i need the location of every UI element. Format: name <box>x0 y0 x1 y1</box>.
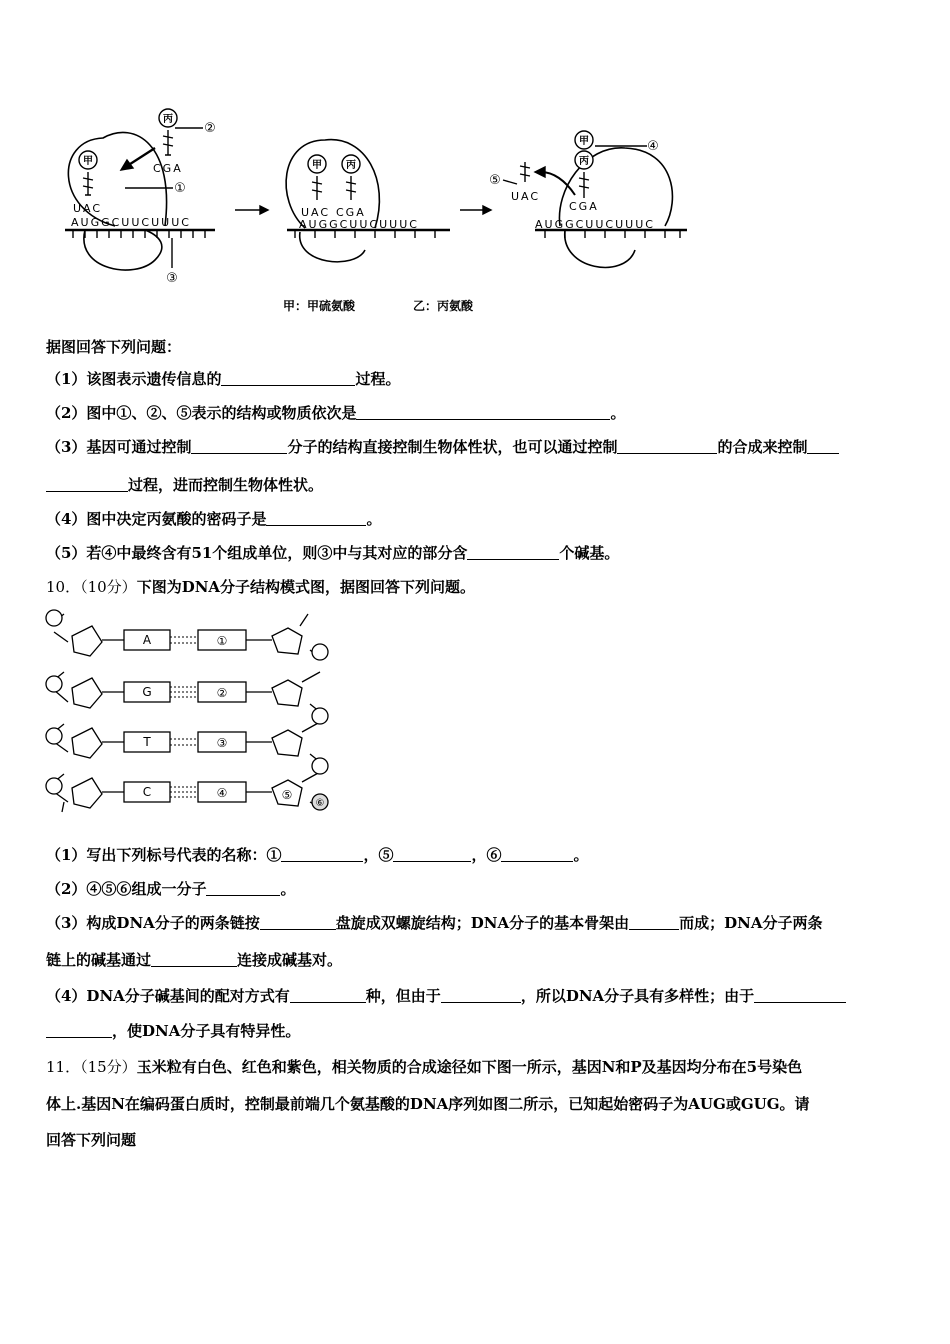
q9-part5: （5）若④中最终含有51个组成单位，则③中与其对应的部分含 个碱基。 <box>46 544 620 562</box>
label-jia: 甲 <box>83 156 93 167</box>
mrna-sequence: AUGGCUUCUUUC <box>71 216 191 229</box>
answer-blank[interactable] <box>754 986 846 1003</box>
label-bing: 丙 <box>346 160 356 171</box>
anticodon-text: UAC <box>511 190 541 203</box>
answer-blank[interactable] <box>393 845 471 862</box>
q9-intro: 据图回答下列问题： <box>46 338 182 356</box>
answer-blank[interactable] <box>467 543 559 560</box>
answer-blank[interactable] <box>46 1021 112 1038</box>
label-bing: 丙 <box>163 114 173 125</box>
answer-blank[interactable] <box>356 403 610 420</box>
answer-blank[interactable] <box>629 913 679 930</box>
anticodon-text: UAC <box>73 202 103 215</box>
q9-part1: （1）该图表示遗传信息的 过程。 <box>46 370 401 388</box>
label-bing: 丙 <box>579 156 589 167</box>
anticodon-text: CGA <box>569 200 599 213</box>
base-c: C <box>142 785 152 799</box>
label-jia: 甲 <box>312 160 322 171</box>
answer-blank[interactable] <box>46 475 128 492</box>
base-a: A <box>142 633 152 647</box>
answer-blank[interactable] <box>807 437 839 454</box>
answer-blank[interactable] <box>617 437 717 454</box>
answer-blank[interactable] <box>441 986 521 1003</box>
q10-part4-cont: ，使DNA分子具有特异性。 <box>46 1021 300 1041</box>
mrna-sequence: AUGGCUUCUUUC <box>299 218 419 231</box>
answer-blank[interactable] <box>221 369 355 386</box>
answer-blank[interactable] <box>151 950 237 967</box>
base-1: ① <box>216 634 228 648</box>
answer-blank[interactable] <box>290 986 366 1003</box>
answer-blank[interactable] <box>206 879 280 896</box>
q9-part4: （4）图中决定丙氨酸的密码子是 。 <box>46 510 382 528</box>
translation-diagram <box>55 100 695 320</box>
answer-blank[interactable] <box>260 913 336 930</box>
q10-part3: （3）构成DNA分子的两条链按 盘旋成双螺旋结构；DNA分子的基本骨架由 而成；DNA分子两条 <box>46 914 823 932</box>
dna-structure-diagram <box>40 606 340 818</box>
answer-blank[interactable] <box>501 845 573 862</box>
label-c5: ⑤ <box>489 173 501 188</box>
base-g: G <box>142 685 152 699</box>
q9-part3: （3）基因可通过控制 分子的结构直接控制生物体性状，也可以通过控制 的合成来控制 <box>46 437 839 457</box>
label-c3: ③ <box>166 271 178 286</box>
q9-part2: （2）图中①、②、⑤表示的结构或物质依次是 。 <box>46 404 626 422</box>
label-jia: 甲 <box>579 136 589 147</box>
q11-line2: 体上.基因N在编码蛋白质时，控制最前端几个氨基酸的DNA序列如图二所示，已知起始密码子为AUG或GUG。请 <box>46 1095 810 1113</box>
anticodon-text: CGA <box>153 162 183 175</box>
answer-blank[interactable] <box>266 509 366 526</box>
base-2: ② <box>216 686 228 700</box>
base-3: ③ <box>216 736 228 750</box>
q9-part3-cont: 过程，进而控制生物体性状。 <box>46 475 323 495</box>
label-c5: ⑤ <box>281 788 293 802</box>
q11-line3: 回答下列问题 <box>46 1131 137 1149</box>
q11-line1: 11．（15分）玉米粒有白色、红色和紫色，相关物质的合成途径如下图一所示，基因N和P及基因均分布在5号染色 <box>46 1058 803 1076</box>
q10-part1: （1）写出下列标号代表的名称：① ，⑤ ，⑥ 。 <box>46 846 589 864</box>
label-c1: ① <box>174 181 186 196</box>
q10-part2: （2）④⑤⑥组成一分子 。 <box>46 880 296 898</box>
label-c2: ② <box>204 121 216 136</box>
answer-blank[interactable] <box>281 845 363 862</box>
mrna-sequence: AUGGCUUCUUUC <box>535 218 655 231</box>
legend-yi: 乙：丙氨酸 <box>413 299 474 313</box>
anticodon-text: CGA <box>336 206 366 219</box>
anticodon-text: UAC <box>301 206 331 219</box>
base-4: ④ <box>216 786 228 800</box>
base-t: T <box>143 735 151 749</box>
q10-title: 10．（10分）下图为DNA分子结构模式图，据图回答下列问题。 <box>46 578 476 596</box>
legend-jia: 甲：甲硫氨酸 <box>283 299 356 313</box>
label-c4: ④ <box>647 139 659 154</box>
label-c6: ⑥ <box>315 798 325 809</box>
answer-blank[interactable] <box>191 437 287 454</box>
q10-part3-cont: 链上的碱基通过 连接成碱基对。 <box>46 951 343 969</box>
q10-part4: （4）DNA分子碱基间的配对方式有 种，但由于 ，所以DNA分子具有多样性；由于 <box>46 986 846 1006</box>
